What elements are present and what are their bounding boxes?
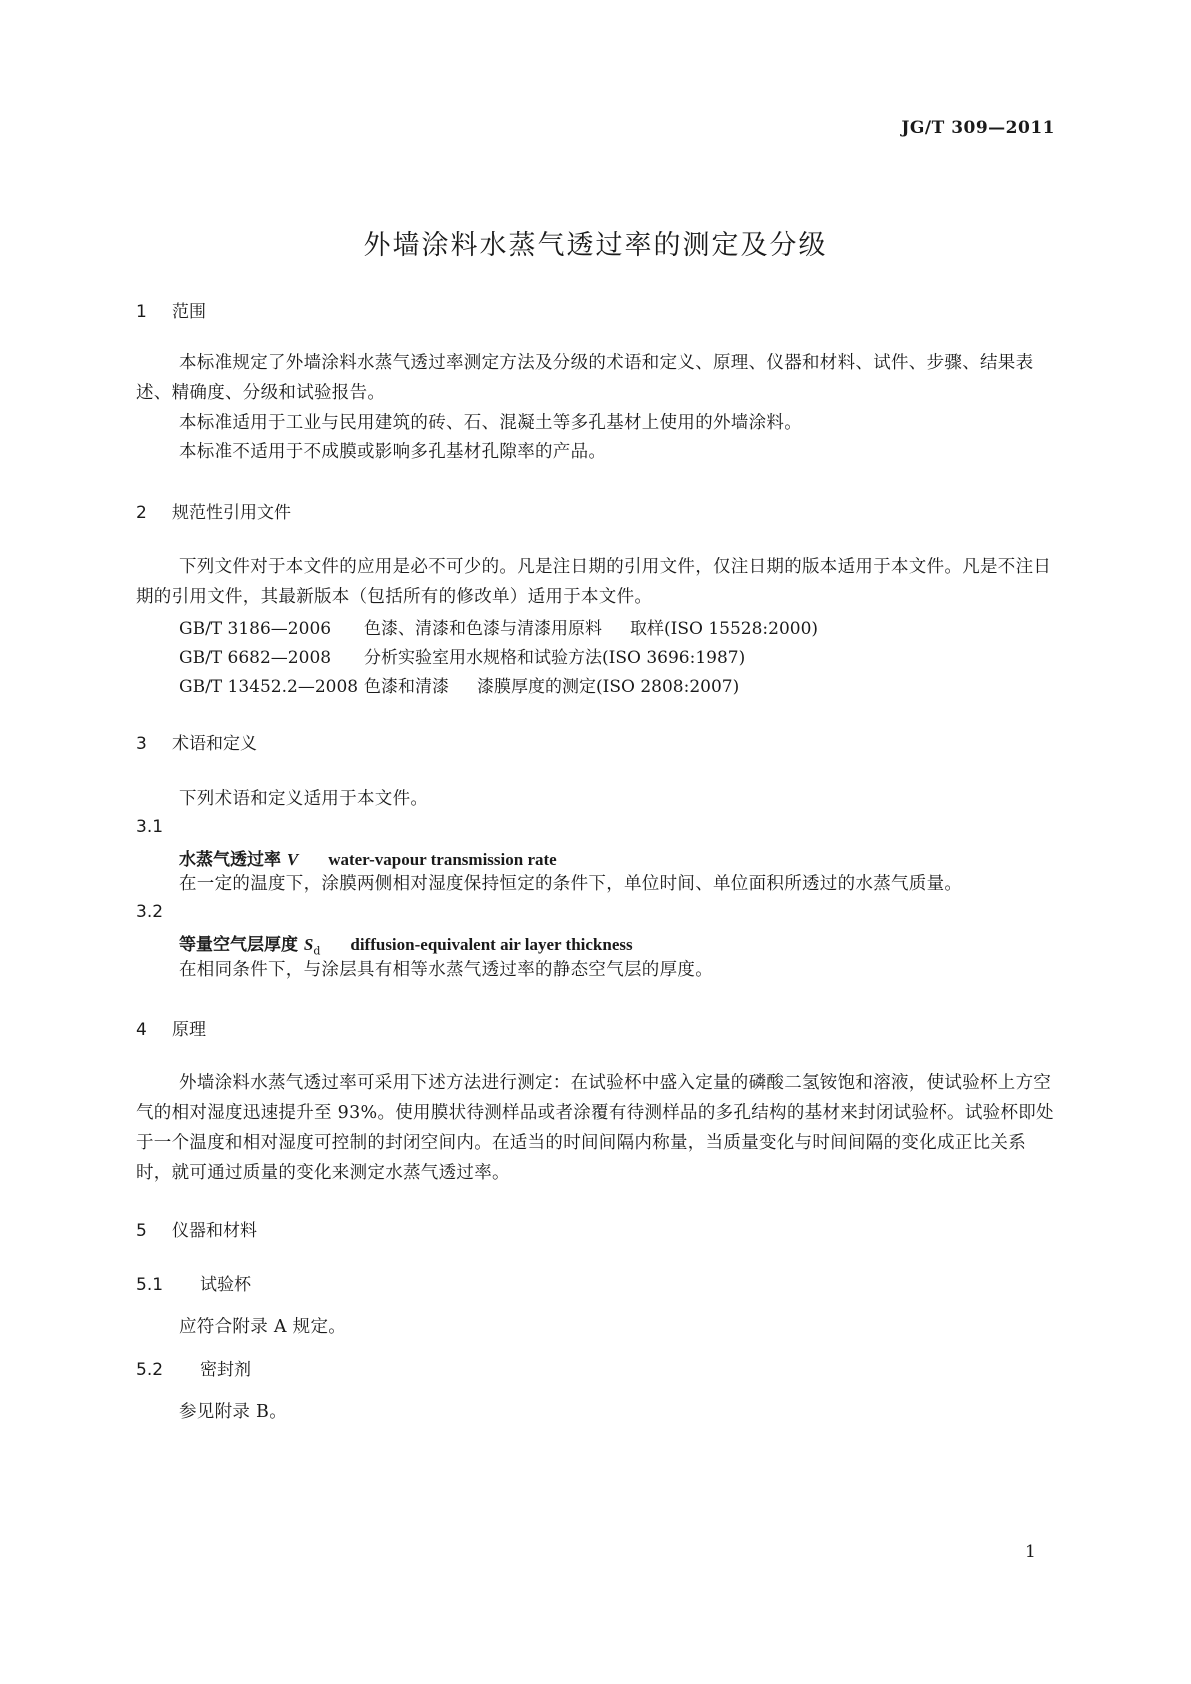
term-symbol-subscript: d [313, 944, 321, 958]
scope-paragraph-3: 本标准不适用于不成膜或影响多孔基材孔隙率的产品。 [179, 442, 607, 462]
section-title: 原理 [172, 1020, 206, 1040]
section-title: 规范性引用文件 [172, 503, 291, 523]
terms-intro: 下列术语和定义适用于本文件。 [179, 789, 429, 809]
section-number: 4 [136, 1020, 147, 1040]
reference-item [179, 643, 745, 668]
section-number: 2 [136, 503, 147, 523]
reference-code: GB/T 3186—2006 [179, 619, 332, 639]
reference-title: 分析实验室用水规格和试验方法(ISO 3696:1987) [364, 648, 746, 668]
reference-title-tail: 漆膜厚度的测定(ISO 2808:2007) [477, 677, 740, 697]
section-1-heading [136, 297, 206, 322]
section-number: 5 [136, 1221, 147, 1241]
clause-number: 3.2 [136, 902, 164, 922]
section-2-heading [136, 498, 291, 523]
subsection-5-1-heading [136, 1270, 251, 1295]
term-english: diffusion-equivalent air layer thickness [350, 935, 633, 954]
subsection-text: 参见附录 B。 [179, 1402, 288, 1422]
subsection-number: 5.2 [136, 1360, 164, 1380]
subsection-5-2-heading [136, 1355, 251, 1380]
section-number: 3 [136, 734, 147, 754]
references-intro: 下列文件对于本文件的应用是必不可少的。凡是注日期的引用文件，仅注日期的版本适用于本文件。凡是不注日期的引用文件，其最新版本（包括所有的修改单）适用于本文件。 [136, 557, 1052, 607]
principle-paragraph: 外墙涂料水蒸气透过率可采用下述方法进行测定：在试验杯中盛入定量的磷酸二氢铵饱和溶液，使试验杯上方空气的相对湿度迅速提升至 93%。使用膜状待测样品或者涂覆有待测样品的多孔结构的基材来封闭试验杯。试验杯即处于一个温度和相对湿度可控制的封闭空间内。在适当的时间间隔内称量，当质量变化与时间间隔的变化成正比关系时，就可通过质量的变化来测定水蒸气透过率。 [136, 1073, 1054, 1183]
reference-item [179, 614, 818, 639]
term-definition: 在一定的温度下，涂膜两侧相对湿度保持恒定的条件下，单位时间、单位面积所透过的水蒸气质量。 [179, 874, 963, 894]
subsection-number: 5.1 [136, 1275, 164, 1295]
section-title: 范围 [172, 302, 206, 322]
page-number: 1 [1025, 1542, 1036, 1562]
document-title: 外墙涂料水蒸气透过率的测定及分级 [363, 230, 828, 261]
section-title: 仪器和材料 [172, 1221, 257, 1241]
scope-paragraph-2: 本标准适用于工业与民用建筑的砖、石、混凝土等多孔基材上使用的外墙涂料。 [179, 413, 802, 433]
reference-title: 色漆和清漆 [364, 677, 449, 697]
term-symbol: V [286, 850, 299, 869]
reference-code: GB/T 6682—2008 [179, 648, 332, 668]
section-5-heading [136, 1216, 257, 1241]
term-chinese: 等量空气层厚度 [179, 935, 298, 955]
section-number: 1 [136, 302, 147, 322]
term-chinese: 水蒸气透过率 [179, 850, 281, 870]
term-english: water-vapour transmission rate [328, 850, 557, 869]
subsection-text: 应符合附录 A 规定。 [179, 1317, 347, 1337]
scope-paragraph-1: 本标准规定了外墙涂料水蒸气透过率测定方法及分级的术语和定义、原理、仪器和材料、试件、步骤、结果表述、精确度、分级和试验报告。 [136, 353, 1034, 403]
term-entry [179, 845, 557, 870]
section-4-heading [136, 1015, 206, 1040]
reference-code: GB/T 13452.2—2008 [179, 677, 359, 697]
term-entry [179, 930, 633, 957]
reference-title: 色漆、清漆和色漆与清漆用原料 [364, 619, 602, 639]
term-definition: 在相同条件下，与涂层具有相等水蒸气透过率的静态空气层的厚度。 [179, 960, 713, 980]
clause-number: 3.1 [136, 817, 164, 837]
term-symbol: S [303, 935, 314, 954]
subsection-title: 试验杯 [200, 1275, 251, 1295]
reference-item [179, 672, 739, 697]
reference-title-tail: 取样(ISO 15528:2000) [630, 619, 819, 639]
section-3-heading [136, 729, 257, 754]
section-title: 术语和定义 [172, 734, 257, 754]
standard-number: JG/T 309—2011 [901, 118, 1055, 138]
subsection-title: 密封剂 [200, 1360, 251, 1380]
